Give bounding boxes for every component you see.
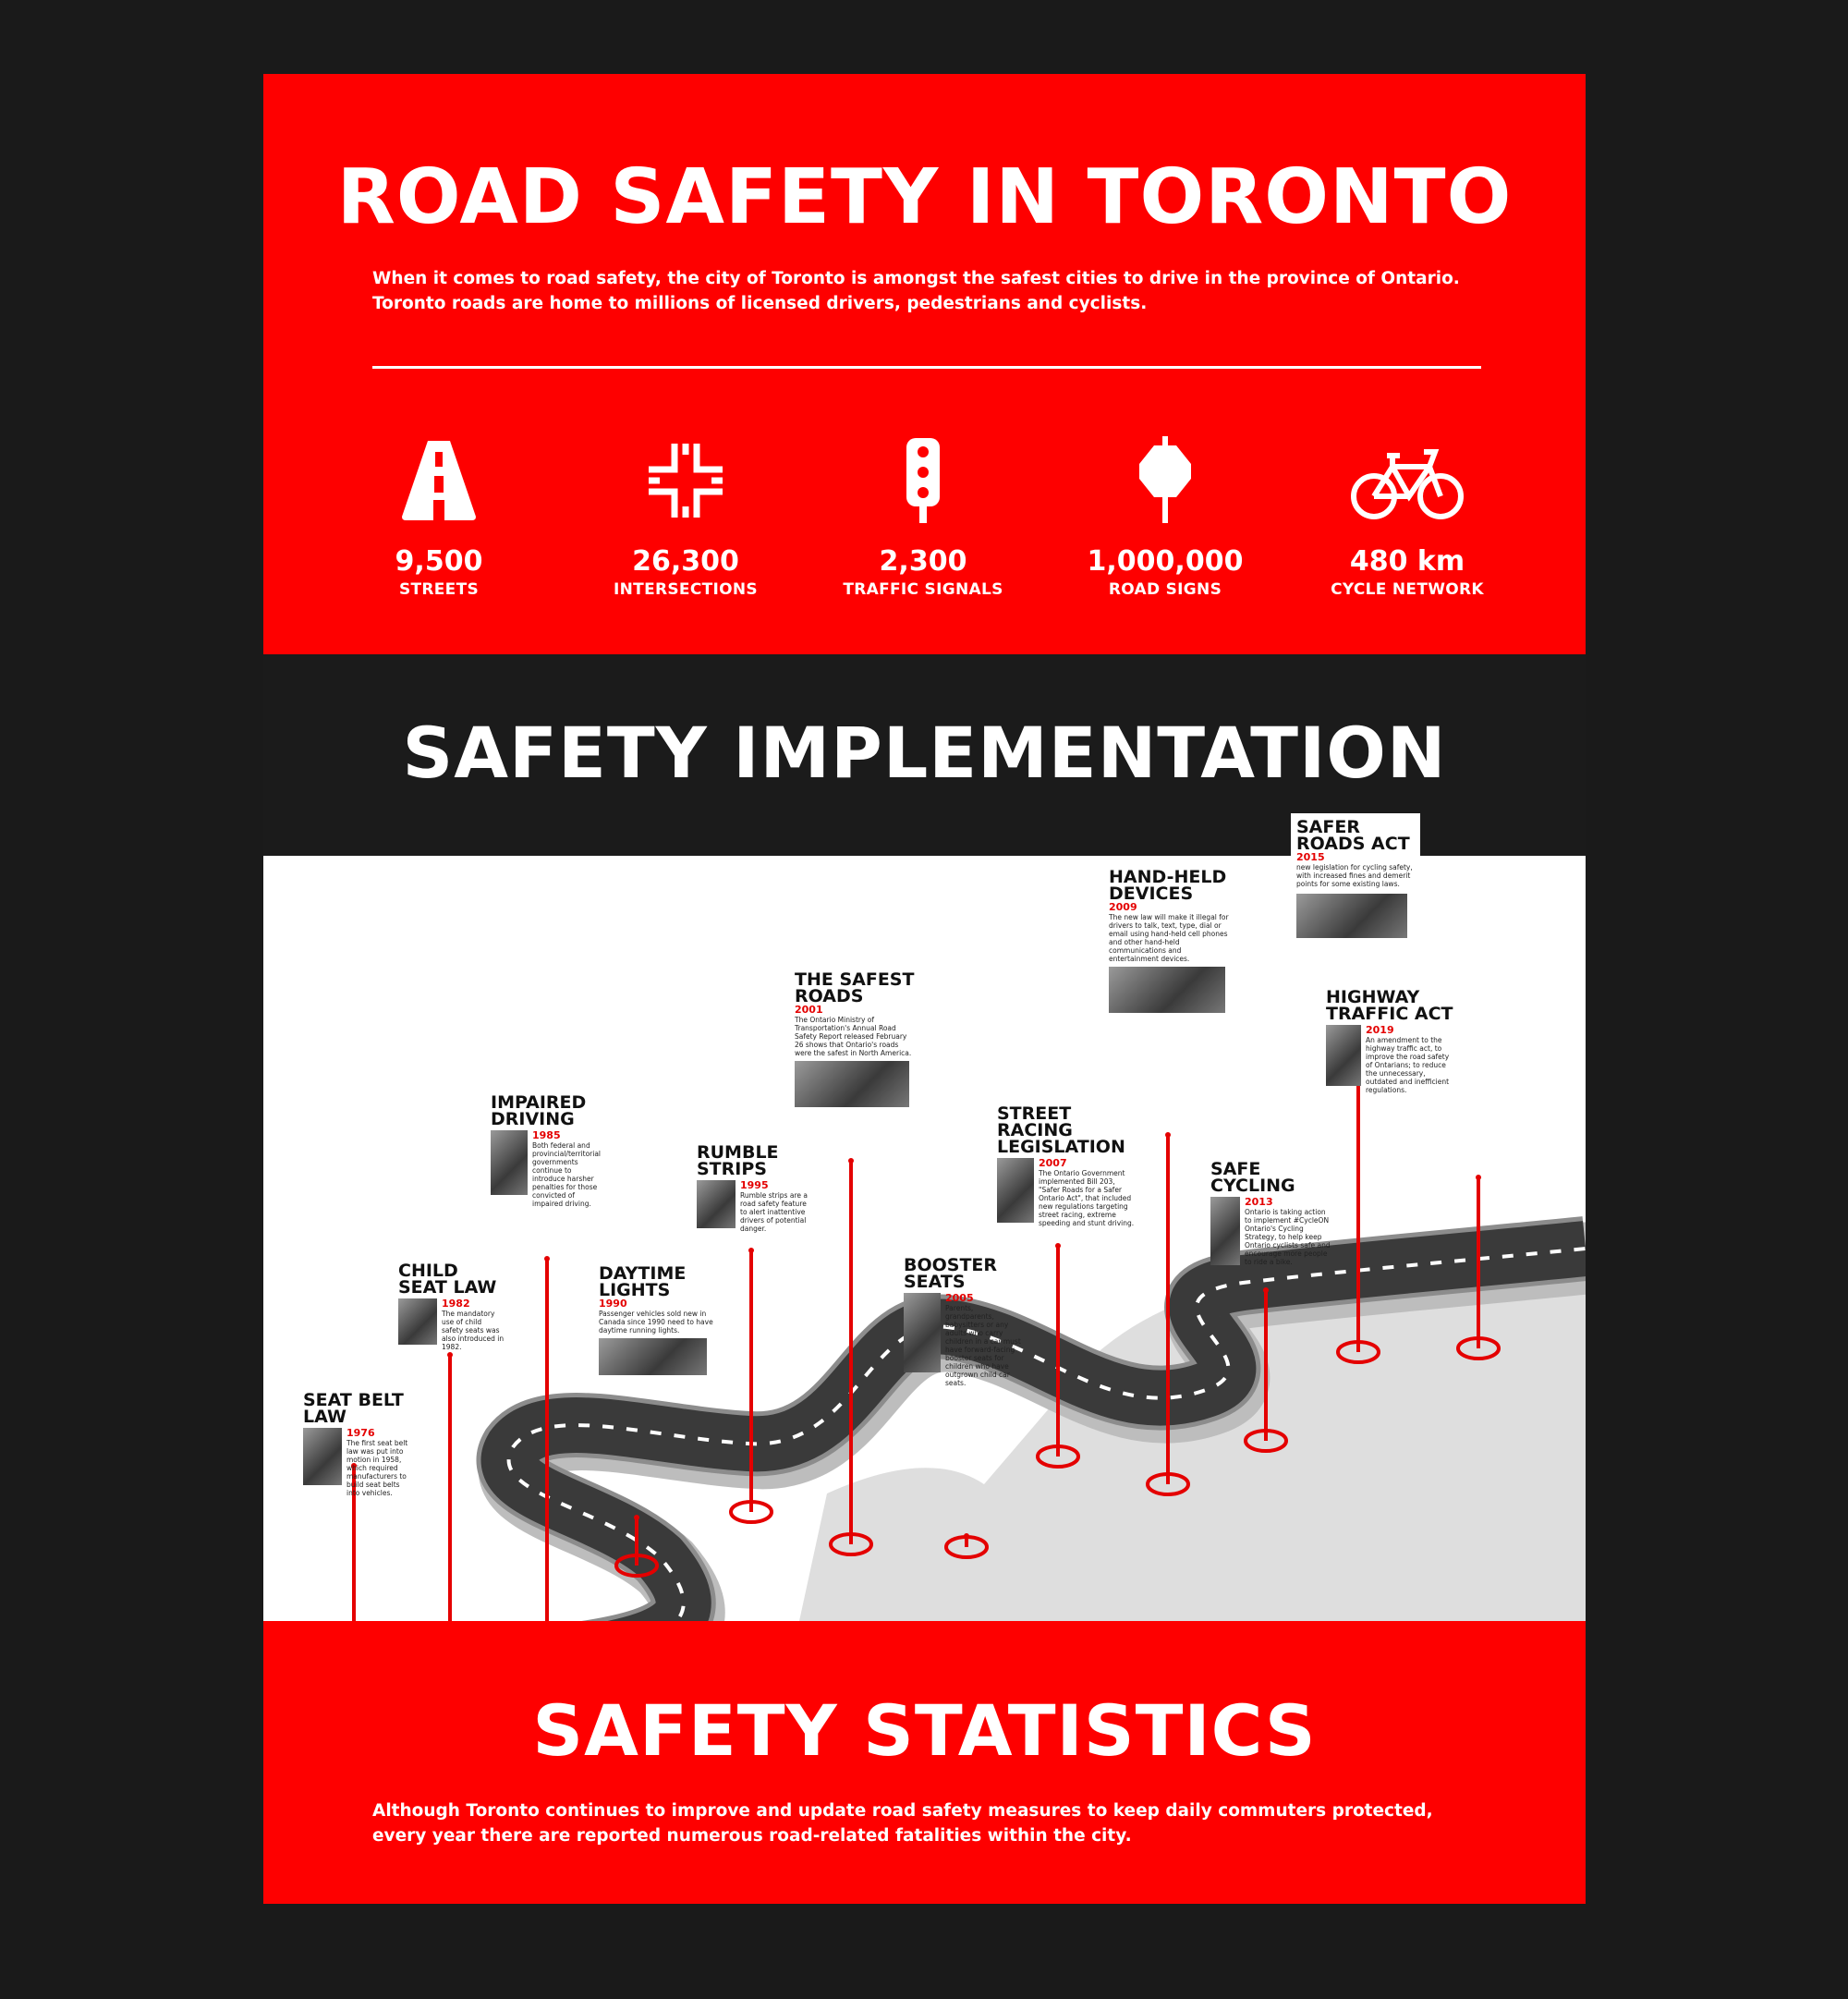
milestone-booster-seats: BOOSTER SEATS 2005 Parents, grandparents, babysitters or any adults who carry children in a car must have forward-facing booster seats for children who have outgrown child car seats. bbox=[904, 1255, 1021, 1387]
milestone-photo bbox=[398, 1298, 437, 1345]
section-title: SAFETY IMPLEMENTATION bbox=[402, 712, 1447, 794]
stat-label: STREETS bbox=[398, 580, 480, 599]
milestone-rumble-strips: RUMBLE STRIPS 1995 Rumble strips are a road safety feature to alert inattentive drivers of potential danger. bbox=[697, 1142, 808, 1233]
road-sign-icon bbox=[1064, 425, 1267, 536]
stat-road-signs bbox=[1064, 425, 1267, 599]
milestone-photo bbox=[599, 1338, 707, 1375]
timeline-pin-dot bbox=[748, 1248, 754, 1253]
milestone-the-safest-roads: THE SAFEST ROADS 2001 The Ontario Ministry of Transportation's Annual Road Safety Report released February 26 shows that Ontario's roads were the safest in North America. bbox=[795, 971, 915, 1107]
road-icon bbox=[337, 425, 541, 536]
stat-value: 26,300 bbox=[632, 545, 739, 578]
bicycle-icon bbox=[1306, 425, 1509, 536]
milestone-photo bbox=[1109, 967, 1225, 1013]
timeline-pin-dot bbox=[634, 1515, 639, 1520]
stat-streets bbox=[337, 425, 541, 599]
milestone-child-seat-law: CHILD SEAT LAW 1982 The mandatory use of child safety seats was also introduced in 1982. bbox=[398, 1261, 505, 1351]
road-illustration bbox=[263, 856, 1586, 1621]
infographic-poster bbox=[263, 74, 1586, 1904]
timeline-pin-dot bbox=[447, 1352, 453, 1358]
milestone-photo bbox=[1296, 894, 1407, 938]
stat-label: TRAFFIC SIGNALS bbox=[843, 580, 1003, 599]
timeline-pin-dot bbox=[1165, 1132, 1171, 1138]
divider bbox=[372, 366, 1481, 369]
intro-text: When it comes to road safety, the city of Toronto is amongst the safest cities to drive in the province of Ontario. Toronto roads are home to millions of licensed drivers, pedestrians and cyclists. bbox=[372, 269, 1460, 313]
statistics-text: Although Toronto continues to improve and update road safety measures to keep daily commuters protected, every year there are reported numerous road-related fatalities within the city. bbox=[372, 1801, 1433, 1846]
stat-traffic-signals bbox=[821, 425, 1025, 599]
timeline-pin-dot bbox=[848, 1158, 854, 1164]
stat-value: 1,000,000 bbox=[1087, 545, 1244, 578]
milestone-photo bbox=[904, 1293, 941, 1372]
stat-cycle-network bbox=[1306, 425, 1509, 599]
timeline-pin-dot bbox=[1476, 1175, 1481, 1180]
stat-value: 480 km bbox=[1349, 545, 1465, 578]
milestone-street-racing-legislation: STREET RACING LEGISLATION 2007 The Ontario Government implemented Bill 203, "Safer Roads for a Safer Ontario Act", that included new regulations targeting street racing, extreme speeding and stunt driving. bbox=[997, 1103, 1135, 1227]
milestone-photo bbox=[997, 1158, 1034, 1223]
stat-label: CYCLE NETWORK bbox=[1331, 580, 1484, 599]
milestone-photo bbox=[697, 1180, 736, 1228]
milestone-photo bbox=[1326, 1025, 1361, 1086]
milestone-photo bbox=[491, 1130, 528, 1195]
statistics-section bbox=[263, 1621, 1586, 1904]
stat-value: 2,300 bbox=[879, 545, 967, 578]
stat-label: INTERSECTIONS bbox=[614, 580, 758, 599]
milestone-safe-cycling: SAFE CYCLING 2013 Ontario is taking action to implement #CycleON Ontario's Cycling Strategy, to help keep Ontario cyclists safe and encourage more people to ride a bike. bbox=[1210, 1159, 1331, 1266]
stat-intersections bbox=[584, 425, 787, 599]
milestone-seat-belt-law: SEAT BELT LAW 1976 The first seat belt law was put into motion in 1958, which required manufacturers to build seat belts into vehicles. bbox=[303, 1390, 408, 1497]
section-title: SAFETY STATISTICS bbox=[532, 1689, 1317, 1772]
timeline bbox=[263, 856, 1586, 1621]
timeline-pin-dot bbox=[544, 1256, 550, 1262]
milestone-daytime-lights: DAYTIME LIGHTS 1990 Passenger vehicles sold new in Canada since 1990 need to have daytime running lights. bbox=[599, 1265, 719, 1375]
milestone-photo bbox=[795, 1061, 909, 1107]
stat-label: ROAD SIGNS bbox=[1108, 580, 1222, 599]
milestone-highway-traffic-act: HIGHWAY TRAFFIC ACT 2019 An amendment to the highway traffic act, to improve the road safety of Ontarians; to reduce the unnecessary, outdated and inefficient regulations. bbox=[1326, 987, 1453, 1094]
traffic-light-icon bbox=[821, 425, 1025, 536]
milestone-photo bbox=[303, 1428, 342, 1485]
milestone-hand-held-devices: HAND-HELD DEVICES 2009 The new law will make it illegal for drivers to talk, text, type, dial or email using hand-held cell phones and other hand-held communications and entertainment devices. bbox=[1109, 869, 1229, 1013]
intersection-icon bbox=[584, 425, 787, 536]
milestone-safer-roads-act: SAFER ROADS ACT 2015 new legislation for cycling safety, with increased fines and demerit points for some existing laws. bbox=[1291, 813, 1420, 944]
milestone-photo bbox=[1210, 1197, 1240, 1265]
timeline-pin-dot bbox=[1055, 1243, 1061, 1249]
timeline-pin-dot bbox=[1263, 1287, 1269, 1293]
page-title: ROAD SAFETY IN TORONTO bbox=[336, 153, 1513, 241]
hero-section bbox=[263, 74, 1586, 654]
milestone-impaired-driving: IMPAIRED DRIVING 1985 Both federal and provincial/territorial governments continue to introduce harsher penalties for those convicted of impaired driving. bbox=[491, 1092, 602, 1208]
stat-value: 9,500 bbox=[395, 545, 483, 578]
